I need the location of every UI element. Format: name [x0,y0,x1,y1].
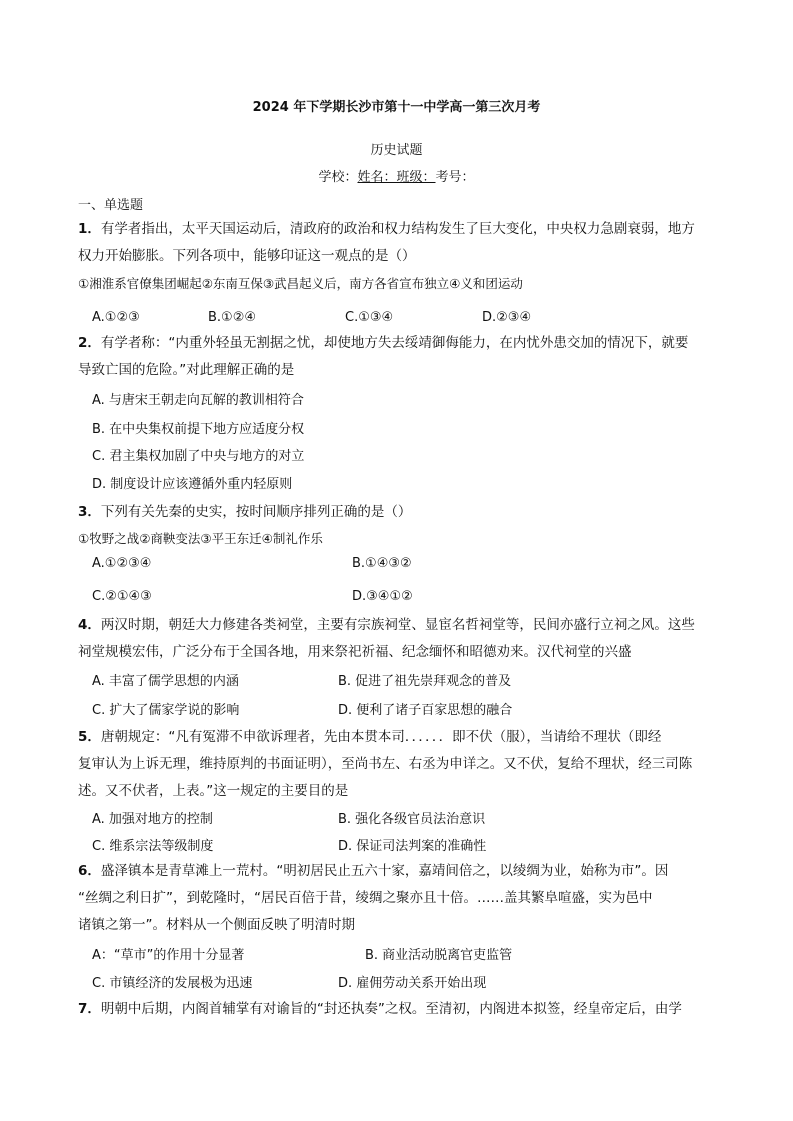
question-line: 导致亡国的危险。”对此理解正确的是 [78,362,295,378]
question-line: “丝绸之利日扩”，到乾隆时，“居民百倍于昔，绫绸之聚亦且十倍。……盖其繁阜喧盛，实为邑中 [78,890,653,906]
q3-option-d: D.③④①② [352,589,413,604]
question-3 [78,499,718,526]
question-5 [78,724,718,805]
question-line: 诸镇之第一”。材料从一个侧面反映了明清时期 [78,917,355,933]
q5-option-a: A. 加强对地方的控制 [92,812,213,827]
question-4 [78,612,718,666]
q2-option-a: A. 与唐宋王朝走向瓦解的教训相符合 [92,393,304,408]
question-text: 有学者称：“内重外轻虽无割据之忧，却使地方失去绥靖御侮能力，在内忧外患交加的情况下，就要 [100,335,689,351]
exam-title: 2024 年下学期长沙市第十一中学高一第三次月考 [252,100,541,115]
q1-option-d: D.②③④ [482,310,532,325]
question-number: 6． [78,863,101,879]
question-1 [78,216,718,270]
question-text: 盛泽镇本是青草滩上一荒村。“明初居民止五六十家，嘉靖间倍之，以绫绸为业，始称为市”。因 [100,863,669,879]
q4-option-a: A. 丰富了儒学思想的内涵 [92,674,239,689]
question-number: 5． [78,729,101,745]
question-line [78,996,718,1023]
q4-option-d: D. 便利了诸子百家思想的融合 [338,703,513,718]
class-label: 班级： [396,170,436,185]
question-line [78,216,718,243]
q5-option-d: D. 保证司法判案的准确性 [338,839,487,854]
question-number: 1． [78,221,101,237]
question-text: 唐朝规定：“凡有冤滞不申欲诉理者，先由本贯本司．．．．．．即不伏（服），当请给不理状（即经 [100,729,662,745]
q6-option-b: B. 商业活动脱离官吏监管 [365,948,513,963]
q1-option-b: B.①②④ [208,310,257,325]
q6-option-d: D. 雇佣劳动关系开始出现 [338,976,487,991]
q3-option-b: B.①④③② [352,556,412,571]
q2-option-b: B. 在中央集权前提下地方应适度分权 [92,422,305,437]
question-2 [78,330,718,384]
q1-option-a: A.①②③ [92,310,140,325]
section-title: 一、单选题 [78,198,144,213]
name-label: 姓名： [357,170,397,185]
question-line [78,499,718,526]
q4-option-c: C. 扩大了儒家学说的影响 [92,703,240,718]
q6-option-c: C. 市镇经济的发展极为迅速 [92,976,253,991]
question-line: 祠堂规模宏伟，广泛分布于全国各地，用来祭祀祈福、纪念缅怀和昭德劝来。汉代祠堂的兴盛 [78,644,632,660]
question-text: 明朝中后期，内阁首辅掌有对谕旨的“封还执奏”之权。至清初，内阁进本拟签，经皇帝定后，由学 [100,1001,682,1017]
school-label: 学校： [318,170,358,185]
question-line [78,858,718,885]
q1-option-c: C.①③④ [345,310,394,325]
question-line [78,612,718,639]
question-line [78,330,718,357]
question-text: 有学者指出，太平天国运动后，清政府的政治和权力结构发生了巨大变化，中央权力急剧衰弱，地方 [100,221,695,237]
q3-option-c: C.②①④③ [92,589,152,604]
exam-number-label: 考号： [435,170,475,185]
question-line [78,724,718,751]
question-text: 下列有关先秦的史实，按时间顺序排列正确的是（） [100,504,412,520]
question-text: 两汉时期，朝廷大力修建各类祠堂，主要有宗族祠堂、显宦名哲祠堂等，民间亦盛行立祠之风。这些 [100,617,695,633]
question-number: 3． [78,504,101,520]
question-number: 2． [78,335,101,351]
q5-option-c: C. 维系宗法等级制度 [92,839,214,854]
question-1-items: ①湘淮系官僚集团崛起②东南互保③武昌起义后，南方各省宣布独立④义和团运动 [78,276,523,291]
question-line: 述。又不伏者，上表。”这一规定的主要目的是 [78,783,349,799]
q3-option-a: A.①②③④ [92,556,152,571]
q2-option-d: D. 制度设计应该遵循外重内轻原则 [92,477,293,492]
q2-option-c: C. 君主集权加剧了中央与地方的对立 [92,449,305,464]
q4-option-b: B. 促进了祖先崇拜观念的普及 [338,674,512,689]
exam-subtitle: 历史试题 [370,143,423,158]
question-line: 复审认为上诉无理，维持原判的书面证明），至尚书左、右丞为申详之。又不伏，复给不理状，经三司陈 [78,756,693,772]
question-6 [78,858,718,939]
q6-option-a: A：“草市”的作用十分显著 [92,948,245,963]
question-3-items: ①牧野之战②商鞅变法③平王东迁④制礼作乐 [78,531,323,546]
question-number: 4． [78,617,101,633]
question-line: 权力开始膨胀。下列各项中，能够印证这一观点的是（） [78,248,416,264]
student-info-line [0,166,793,185]
question-number: 7． [78,1001,101,1017]
q5-option-b: B. 强化各级官员法治意识 [338,812,486,827]
question-7 [78,996,718,1023]
